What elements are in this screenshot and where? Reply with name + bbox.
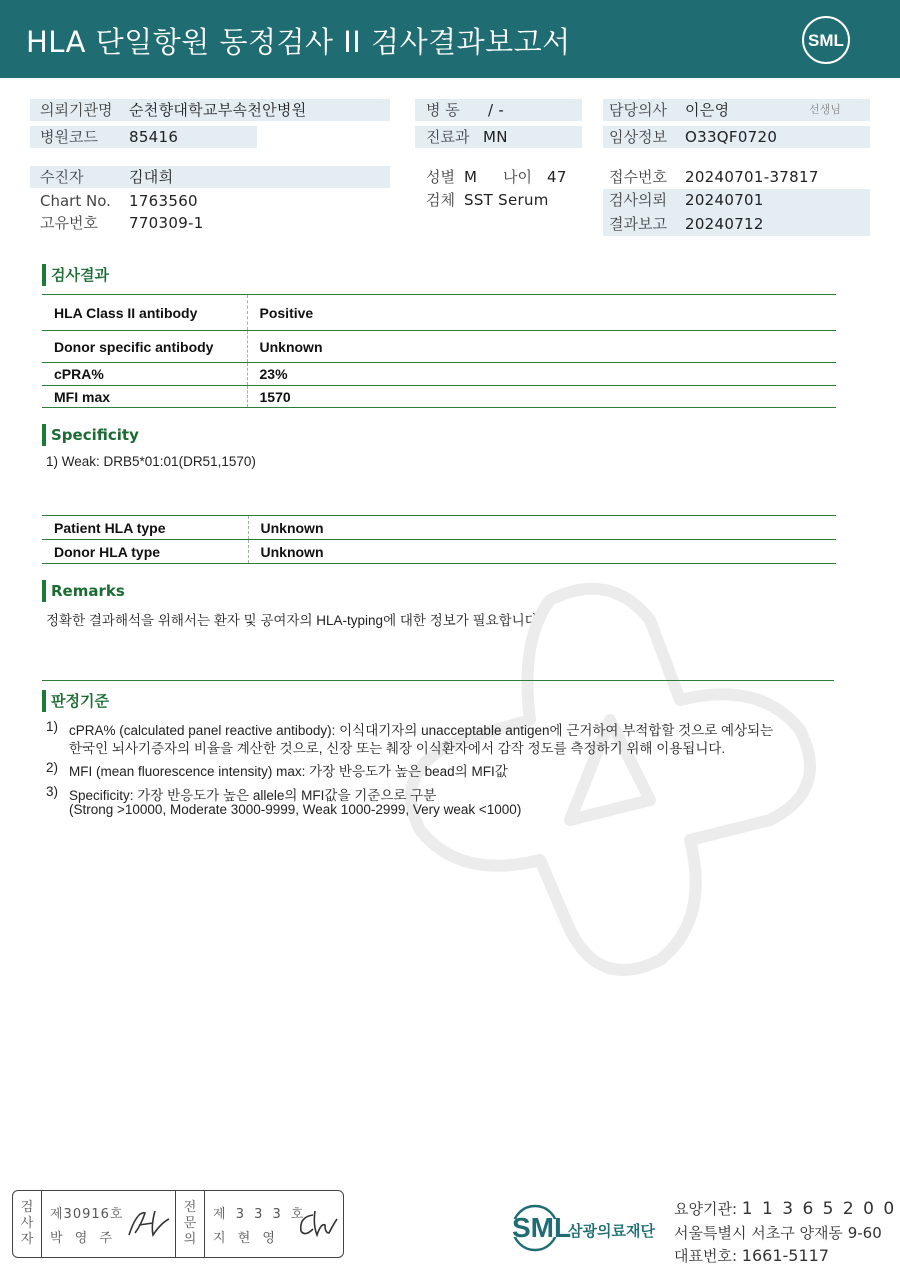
criteria-divider [42, 680, 834, 681]
results-table [42, 294, 836, 408]
sml-logo-text: SML [808, 31, 844, 50]
phone-number: 1661-5117 [741, 1246, 830, 1265]
sex-value: M [464, 168, 478, 186]
specificity-heading: Specificity [42, 424, 139, 446]
ward-label: 병 동 [426, 101, 460, 119]
criteria-number: 3) [46, 784, 59, 799]
doctor-suffix: 선생님 [809, 103, 841, 116]
examiner-label-char: 자 [20, 1232, 34, 1247]
doctor-value: 이은영 [685, 101, 730, 119]
remarks-heading: Remarks [42, 580, 125, 602]
report-value: 20240712 [685, 215, 764, 233]
specialist-name: 지 현 영 [213, 1231, 279, 1246]
hospital-code-label: 병원코드 [40, 128, 98, 146]
criteria-line: (Strong >10000, Moderate 3000-9999, Weak 1000-2999, Very weak <1000) [69, 802, 522, 817]
patient-label: 수진자 [40, 168, 84, 186]
report-title: HLA 단일항원 동정검사 II 검사결과보고서 [26, 25, 571, 59]
specialist-license-no: 제 3 3 3 호 [213, 1207, 307, 1222]
clinical-field [603, 126, 870, 148]
result-value: 23% [247, 363, 836, 386]
footer-care-line [674, 1198, 896, 1219]
hla-type-table [42, 515, 836, 564]
clinical-value: O33QF0720 [685, 128, 778, 146]
dept-value: MN [483, 128, 508, 146]
doctor-field [603, 99, 870, 121]
examiner-vertical-label [13, 1191, 41, 1257]
table-row [42, 295, 836, 331]
specimen-field [415, 189, 582, 211]
specimen-label: 검체 [426, 191, 455, 209]
dates-field [603, 189, 870, 236]
age-label: 나이 [503, 168, 532, 186]
institution-field [30, 99, 390, 121]
footer-phone-line [674, 1245, 829, 1266]
uid-value: 770309-1 [129, 214, 204, 232]
report-label: 결과보고 [609, 215, 667, 233]
specialist-label-char: 문 [183, 1216, 197, 1231]
signature-divider [41, 1191, 42, 1257]
hla-type-value: Unknown [248, 540, 836, 564]
phone-label: 대표번호: [674, 1247, 738, 1265]
chart-label: Chart No. [40, 192, 111, 210]
patient-value: 김대희 [129, 168, 174, 186]
results-heading: 검사결과 [42, 264, 109, 286]
hla-type-value: Unknown [248, 516, 836, 540]
chart-value: 1763560 [129, 192, 198, 210]
signature-box [12, 1190, 344, 1258]
examiner-name: 박 영 주 [50, 1231, 116, 1246]
specialist-label-char: 의 [183, 1232, 197, 1247]
hospital-code-value: 85416 [129, 128, 179, 146]
receipt-value: 20240701-37817 [685, 168, 819, 186]
receipt-field [603, 166, 870, 188]
specialist-vertical-label [176, 1191, 204, 1257]
table-row [42, 386, 836, 408]
result-label: MFI max [42, 386, 247, 408]
care-label: 요양기관: [674, 1200, 738, 1218]
institution-value: 순천향대학교부속천안병원 [129, 101, 307, 119]
specialist-signature-icon [295, 1207, 339, 1241]
sex-age-field [415, 166, 582, 188]
sex-label: 성별 [426, 168, 455, 186]
table-row [42, 363, 836, 386]
signature-divider [204, 1191, 205, 1257]
specimen-value: SST Serum [464, 191, 549, 209]
patient-field [30, 166, 390, 188]
specificity-line: 1) Weak: DRB5*01:01(DR51,1570) [46, 454, 256, 469]
examiner-license-no: 제30916호 [50, 1207, 124, 1222]
result-label: HLA Class II antibody [42, 295, 247, 331]
request-value: 20240701 [685, 191, 764, 209]
hla-type-label: Patient HLA type [42, 516, 248, 540]
criteria-line: Specificity: 가장 반응도가 높은 allele의 MFI값을 기준으로 구분 [69, 788, 437, 803]
doctor-label: 담당의사 [609, 101, 667, 119]
footer-org-name: 삼광의료재단 [568, 1222, 655, 1240]
specialist-label-char: 전 [183, 1200, 197, 1215]
hla-type-label: Donor HLA type [42, 540, 248, 564]
remarks-text: 정확한 결과해석을 위해서는 환자 및 공여자의 HLA-typing에 대한 정보가 필요합니다. [46, 613, 542, 628]
criteria-line: 한국인 뇌사기증자의 비율을 계산한 것으로, 신장 또는 췌장 이식환자에서 감작 정도를 측정하기 위해 이용됩니다. [69, 741, 726, 756]
age-value: 47 [547, 168, 567, 186]
criteria-heading: 판정기준 [42, 690, 109, 712]
examiner-label-char: 검 [20, 1200, 34, 1215]
dept-field [415, 126, 582, 148]
ward-value: / - [488, 101, 505, 119]
dept-label: 진료과 [426, 128, 470, 146]
criteria-line: MFI (mean fluorescence intensity) max: 가장 반응도가 높은 bead의 MFI값 [69, 764, 508, 779]
footer-address: 서울특별시 서초구 양재동 9-60 [674, 1224, 882, 1242]
chart-field [30, 190, 390, 212]
criteria-line: cPRA% (calculated panel reactive antibody): 이식대기자의 unacceptable antigen에 근거하여 부적합할 것으로 예상되는 [69, 723, 774, 738]
ward-field [415, 99, 582, 121]
criteria-number: 2) [46, 760, 59, 775]
uid-label: 고유번호 [40, 214, 98, 232]
report-header [0, 0, 900, 78]
care-number: 1 1 3 6 5 2 0 0 [741, 1199, 897, 1219]
result-label: cPRA% [42, 363, 247, 386]
table-row [42, 331, 836, 363]
clinical-label: 임상정보 [609, 128, 667, 146]
examiner-signature-icon [125, 1205, 175, 1241]
table-row [42, 516, 836, 540]
result-value: Unknown [247, 331, 836, 363]
result-label: Donor specific antibody [42, 331, 247, 363]
result-value: Positive [247, 295, 836, 331]
uid-field [30, 212, 390, 234]
hospital-code-field [30, 126, 257, 148]
criteria-number: 1) [46, 719, 59, 734]
examiner-label-char: 사 [20, 1216, 34, 1231]
footer-logo-text: SML [512, 1212, 572, 1243]
receipt-label: 접수번호 [609, 168, 667, 186]
request-label: 검사의뢰 [609, 191, 667, 209]
result-value: 1570 [247, 386, 836, 408]
institution-label: 의뢰기관명 [40, 101, 113, 119]
sml-logo-icon [800, 14, 852, 66]
